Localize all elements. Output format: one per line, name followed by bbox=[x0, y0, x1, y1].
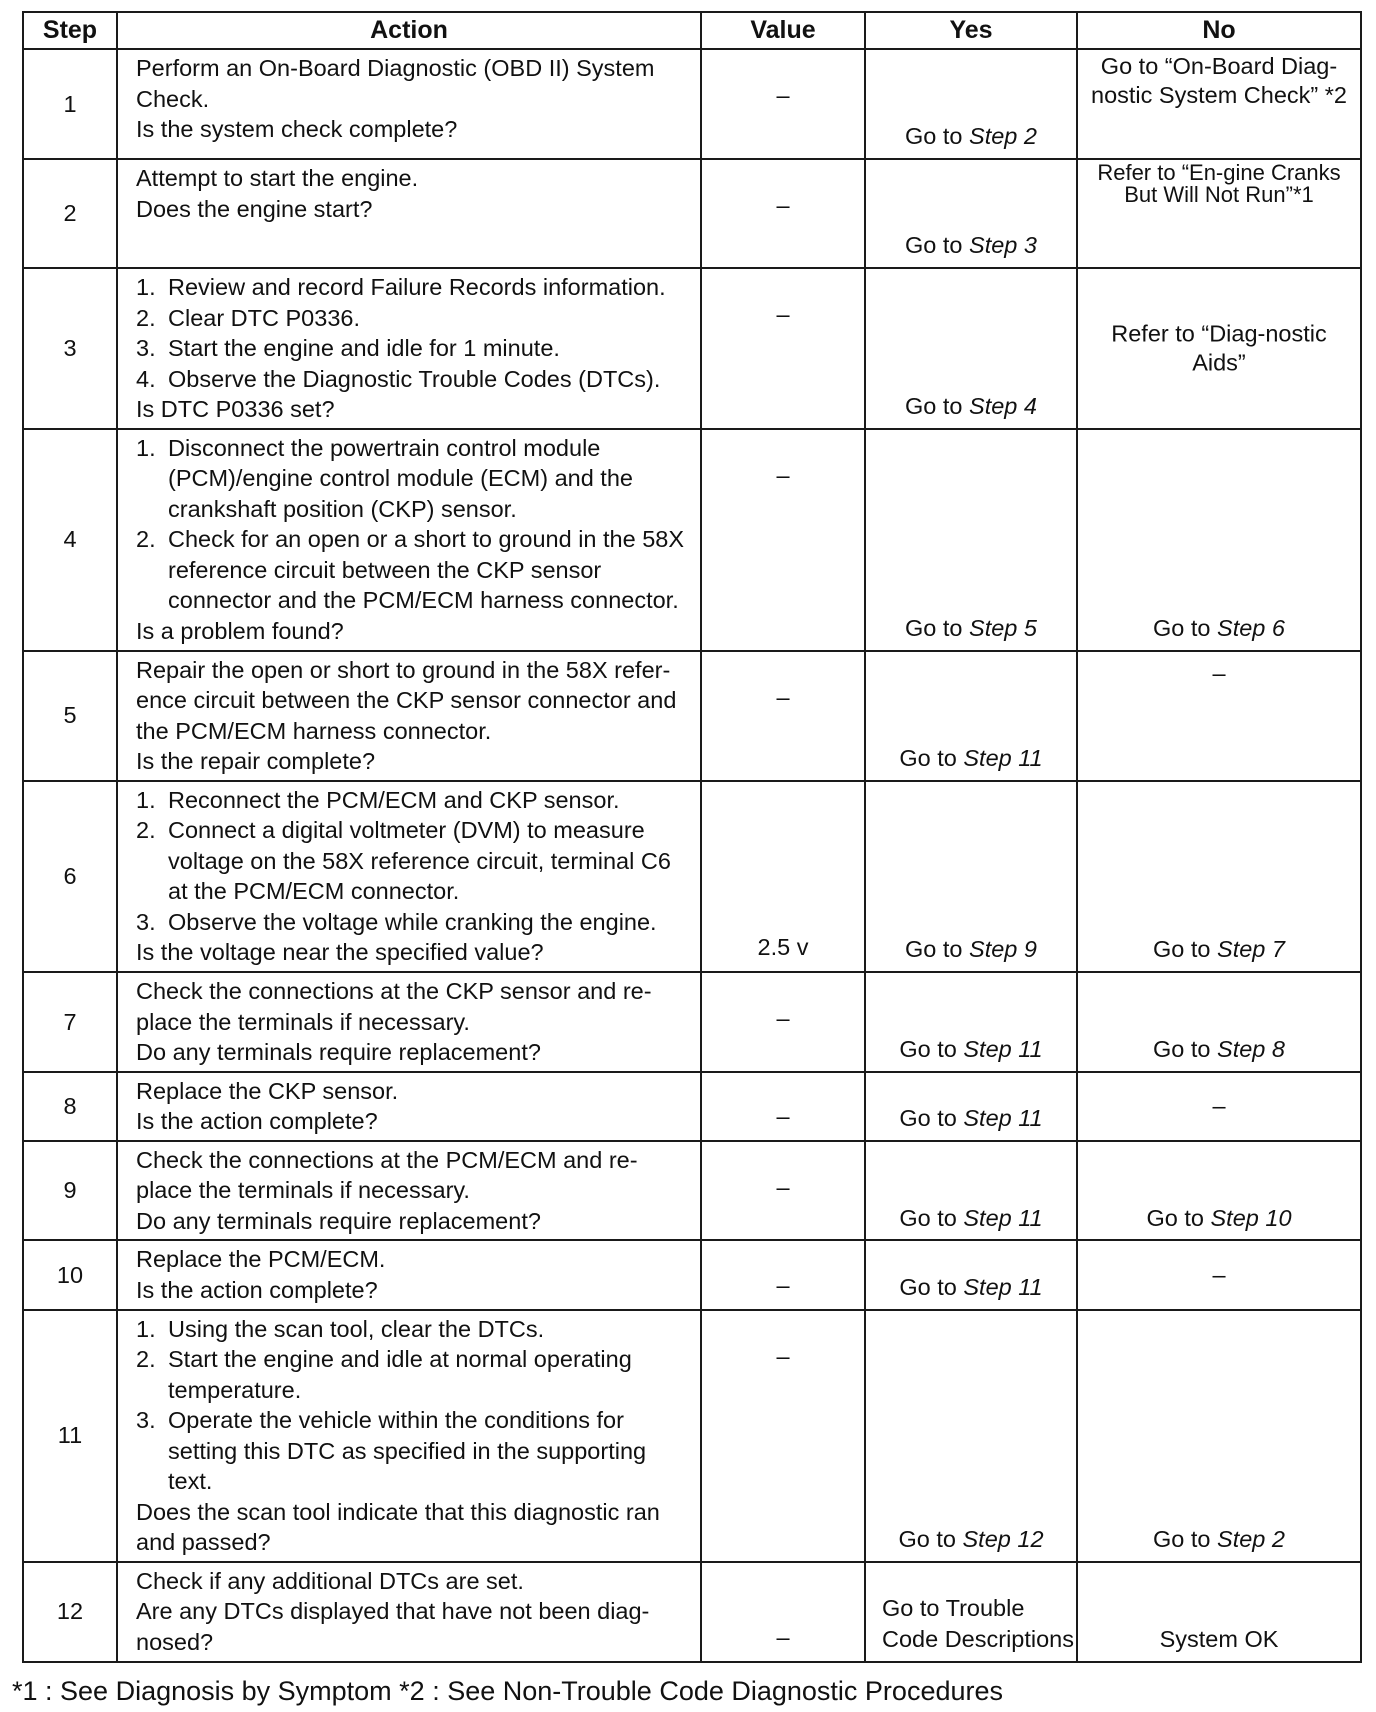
action-step-item: 2. Clear DTC P0336. bbox=[136, 304, 360, 331]
goto-prefix: Go to bbox=[1146, 1204, 1211, 1231]
step-reference: Step 11 bbox=[963, 1273, 1043, 1300]
action-line: Check if any additional DTCs are set. bbox=[136, 1567, 524, 1594]
diagnostic-table bbox=[22, 11, 1362, 1663]
no-goto bbox=[1078, 1203, 1360, 1234]
no-text: Refer to “Diag-nostic Aids” bbox=[1111, 320, 1327, 376]
header-action: Action bbox=[117, 12, 701, 49]
no-cell bbox=[1077, 651, 1361, 781]
goto-prefix: Go to bbox=[1153, 1526, 1218, 1553]
header-row bbox=[23, 12, 1361, 49]
no-cell bbox=[1077, 159, 1361, 268]
goto-prefix: Go to bbox=[905, 936, 970, 963]
action-cell bbox=[117, 651, 701, 781]
value-text: – bbox=[776, 1342, 790, 1369]
action-step-item: 2. Connect a digital voltmeter (DVM) to measure voltage on the 58X reference circuit, terminal C6 at the PCM/ECM connector. bbox=[136, 817, 671, 905]
value-text: 2.5 v bbox=[757, 934, 809, 961]
value-cell bbox=[701, 1562, 865, 1662]
yes-goto bbox=[866, 1034, 1076, 1065]
value-cell bbox=[701, 651, 865, 781]
action-line: Is the action complete? bbox=[136, 1276, 378, 1303]
step-reference: Step 2 bbox=[1217, 1526, 1285, 1553]
header-no: No bbox=[1077, 12, 1361, 49]
value-cell bbox=[701, 781, 865, 972]
value-text: – bbox=[776, 1271, 790, 1298]
goto-prefix: Go to bbox=[899, 1273, 964, 1300]
value-text: – bbox=[776, 683, 790, 710]
yes-text: Go to Trouble Code Descriptions bbox=[882, 1595, 1075, 1652]
table-row bbox=[23, 781, 1361, 972]
yes-cell bbox=[865, 651, 1077, 781]
no-text: Go to “On-Board Diag-nostic System Check” *2 bbox=[1091, 53, 1347, 108]
table-row bbox=[23, 159, 1361, 268]
goto-prefix: Go to bbox=[1153, 936, 1218, 963]
value-cell bbox=[701, 429, 865, 651]
goto-prefix: Go to bbox=[905, 123, 970, 150]
action-step-item: 3. Operate the vehicle within the conditions for setting this DTC as specified in the supporting text. bbox=[136, 1407, 647, 1495]
no-cell bbox=[1077, 972, 1361, 1072]
value-cell bbox=[701, 1310, 865, 1562]
yes-goto bbox=[866, 1203, 1076, 1234]
table-body bbox=[23, 49, 1361, 1662]
action-cell bbox=[117, 781, 701, 972]
step-cell: 3 bbox=[23, 268, 117, 429]
value-cell bbox=[701, 49, 865, 159]
action-line: Do any terminals require replacement? bbox=[136, 1039, 541, 1066]
no-goto bbox=[1078, 613, 1360, 644]
table-row bbox=[23, 1141, 1361, 1241]
action-cell bbox=[117, 1141, 701, 1241]
value-cell bbox=[701, 1141, 865, 1241]
value-cell bbox=[701, 159, 865, 268]
action-step-item: 4. Observe the Diagnostic Trouble Codes (DTCs). bbox=[136, 365, 661, 392]
value-cell bbox=[701, 1240, 865, 1309]
action-cell bbox=[117, 1240, 701, 1309]
step-reference: Step 7 bbox=[1217, 936, 1285, 963]
no-goto bbox=[1078, 934, 1360, 965]
action-cell bbox=[117, 429, 701, 651]
action-step-item: 1. Using the scan tool, clear the DTCs. bbox=[136, 1315, 545, 1342]
step-reference: Step 11 bbox=[963, 1036, 1043, 1063]
step-reference: Step 2 bbox=[969, 123, 1037, 150]
header-yes: Yes bbox=[865, 12, 1077, 49]
no-cell bbox=[1077, 429, 1361, 651]
goto-prefix: Go to bbox=[899, 1204, 964, 1231]
no-text: – bbox=[1212, 659, 1226, 686]
no-cell bbox=[1077, 1072, 1361, 1141]
action-line: Is the repair complete? bbox=[136, 748, 376, 775]
yes-goto bbox=[866, 613, 1076, 644]
goto-prefix: Go to bbox=[899, 1036, 964, 1063]
action-step-item: 3. Start the engine and idle for 1 minute. bbox=[136, 335, 560, 362]
no-cell bbox=[1077, 781, 1361, 972]
action-line: Does the scan tool indicate that this diagnostic ran and passed? bbox=[136, 1498, 660, 1556]
action-cell bbox=[117, 1562, 701, 1662]
yes-goto bbox=[866, 743, 1076, 774]
no-cell bbox=[1077, 1240, 1361, 1309]
step-reference: Step 10 bbox=[1210, 1204, 1292, 1231]
step-reference: Step 11 bbox=[963, 1204, 1043, 1231]
yes-cell bbox=[865, 268, 1077, 429]
yes-cell bbox=[865, 781, 1077, 972]
step-reference: Step 9 bbox=[969, 936, 1037, 963]
no-cell bbox=[1077, 49, 1361, 159]
table-row bbox=[23, 651, 1361, 781]
value-text: – bbox=[776, 301, 790, 327]
goto-prefix: Go to bbox=[1153, 1036, 1218, 1063]
action-cell bbox=[117, 1310, 701, 1562]
action-line: Replace the PCM/ECM. bbox=[136, 1246, 386, 1273]
no-text: Refer to “En-gine Cranks But Will Not Run”*1 bbox=[1097, 160, 1341, 207]
step-cell: 4 bbox=[23, 429, 117, 651]
action-cell bbox=[117, 1072, 701, 1141]
yes-cell bbox=[865, 49, 1077, 159]
table-row bbox=[23, 268, 1361, 429]
step-reference: Step 6 bbox=[1217, 615, 1285, 642]
action-line: Replace the CKP sensor. bbox=[136, 1077, 399, 1104]
action-line: Is the voltage near the specified value? bbox=[136, 939, 544, 966]
table-row bbox=[23, 972, 1361, 1072]
yes-goto bbox=[866, 121, 1076, 152]
value-text: – bbox=[776, 82, 790, 108]
table-row bbox=[23, 1562, 1361, 1662]
table-row bbox=[23, 429, 1361, 651]
yes-goto bbox=[866, 230, 1076, 261]
value-cell bbox=[701, 1072, 865, 1141]
action-cell bbox=[117, 49, 701, 159]
table-row bbox=[23, 1072, 1361, 1141]
action-line: Repair the open or short to ground in the 58X refer-ence circuit between the CKP sensor connector and the PCM/ECM harness connector. bbox=[136, 656, 677, 744]
yes-cell bbox=[865, 1310, 1077, 1562]
yes-cell bbox=[865, 159, 1077, 268]
table-row bbox=[23, 1310, 1361, 1562]
action-line: Is a problem found? bbox=[136, 618, 344, 645]
table-row bbox=[23, 49, 1361, 159]
step-reference: Step 8 bbox=[1217, 1036, 1285, 1063]
value-text: – bbox=[776, 461, 790, 488]
yes-cell bbox=[865, 1240, 1077, 1309]
action-step-item: 3. Observe the voltage while cranking the engine. bbox=[136, 908, 657, 935]
action-line: Perform an On-Board Diagnostic (OBD II) System Check. bbox=[136, 55, 655, 112]
step-reference: Step 11 bbox=[963, 1105, 1043, 1132]
step-cell: 12 bbox=[23, 1562, 117, 1662]
goto-prefix: Go to bbox=[905, 232, 970, 259]
action-step-item: 1. Disconnect the powertrain control module (PCM)/engine control module (ECM) and the crankshaft position (CKP) sensor. bbox=[136, 434, 633, 522]
action-line: Attempt to start the engine. bbox=[136, 165, 419, 191]
step-reference: Step 12 bbox=[962, 1526, 1044, 1553]
value-text: – bbox=[776, 1623, 790, 1650]
table-row bbox=[23, 1240, 1361, 1309]
action-line: Are any DTCs displayed that have not been diag-nosed? bbox=[136, 1598, 650, 1655]
action-step-item: 2. Check for an open or a short to ground in the 58X reference circuit between the CKP sensor connector and the PCM/ECM harness connector. bbox=[136, 526, 685, 614]
yes-goto bbox=[866, 1524, 1076, 1555]
step-cell: 9 bbox=[23, 1141, 117, 1241]
yes-cell bbox=[865, 429, 1077, 651]
action-line: Check the connections at the PCM/ECM and re-place the terminals if necessary. bbox=[136, 1146, 638, 1204]
action-line: Do any terminals require replacement? bbox=[136, 1207, 541, 1234]
step-reference: Step 11 bbox=[963, 745, 1043, 772]
action-step-item: 1. Review and record Failure Records information. bbox=[136, 274, 666, 300]
value-cell bbox=[701, 268, 865, 429]
step-cell: 5 bbox=[23, 651, 117, 781]
no-text: – bbox=[1212, 1092, 1226, 1119]
goto-prefix: Go to bbox=[905, 393, 970, 420]
goto-prefix: Go to bbox=[899, 1105, 964, 1132]
yes-goto bbox=[866, 1272, 1076, 1303]
step-reference: Step 5 bbox=[969, 615, 1037, 642]
action-line: Is DTC P0336 set? bbox=[136, 396, 335, 423]
yes-cell bbox=[865, 1141, 1077, 1241]
step-cell: 11 bbox=[23, 1310, 117, 1562]
header-step: Step bbox=[23, 12, 117, 49]
goto-prefix: Go to bbox=[898, 1526, 963, 1553]
action-line: Is the system check complete? bbox=[136, 116, 458, 143]
goto-prefix: Go to bbox=[905, 615, 970, 642]
no-goto bbox=[1078, 1524, 1360, 1555]
no-text: System OK bbox=[1159, 1625, 1279, 1652]
step-cell: 6 bbox=[23, 781, 117, 972]
step-cell: 7 bbox=[23, 972, 117, 1072]
action-cell bbox=[117, 268, 701, 429]
value-text: – bbox=[776, 192, 790, 218]
action-step-item: 1. Reconnect the PCM/ECM and CKP sensor. bbox=[136, 786, 620, 813]
goto-prefix: Go to bbox=[899, 745, 964, 772]
step-cell: 1 bbox=[23, 49, 117, 159]
action-cell bbox=[117, 972, 701, 1072]
action-line: Is the action complete? bbox=[136, 1108, 378, 1135]
action-line: Check the connections at the CKP sensor and re-place the terminals if necessary. bbox=[136, 978, 652, 1035]
step-cell: 8 bbox=[23, 1072, 117, 1141]
yes-goto bbox=[866, 934, 1076, 965]
header-value: Value bbox=[701, 12, 865, 49]
no-cell bbox=[1077, 1562, 1361, 1662]
step-cell: 10 bbox=[23, 1240, 117, 1309]
action-line: Does the engine start? bbox=[136, 195, 373, 222]
yes-cell bbox=[865, 1072, 1077, 1141]
value-cell bbox=[701, 972, 865, 1072]
yes-goto bbox=[866, 391, 1076, 422]
value-text: – bbox=[776, 1173, 790, 1200]
step-reference: Step 4 bbox=[969, 393, 1037, 420]
no-text: – bbox=[1212, 1261, 1226, 1288]
yes-cell bbox=[865, 972, 1077, 1072]
yes-cell bbox=[865, 1562, 1077, 1662]
step-cell: 2 bbox=[23, 159, 117, 268]
footnote: *1 : See Diagnosis by Symptom *2 : See Non-Trouble Code Diagnostic Procedures bbox=[12, 1676, 1003, 1706]
action-cell bbox=[117, 159, 701, 268]
no-goto bbox=[1078, 1034, 1360, 1065]
no-cell bbox=[1077, 1141, 1361, 1241]
step-reference: Step 3 bbox=[969, 232, 1037, 259]
no-cell bbox=[1077, 1310, 1361, 1562]
action-step-item: 2. Start the engine and idle at normal operating temperature. bbox=[136, 1346, 632, 1403]
goto-prefix: Go to bbox=[1153, 615, 1218, 642]
no-cell bbox=[1077, 268, 1361, 429]
yes-goto bbox=[866, 1103, 1076, 1134]
value-text: – bbox=[776, 1103, 790, 1130]
value-text: – bbox=[776, 1005, 790, 1032]
